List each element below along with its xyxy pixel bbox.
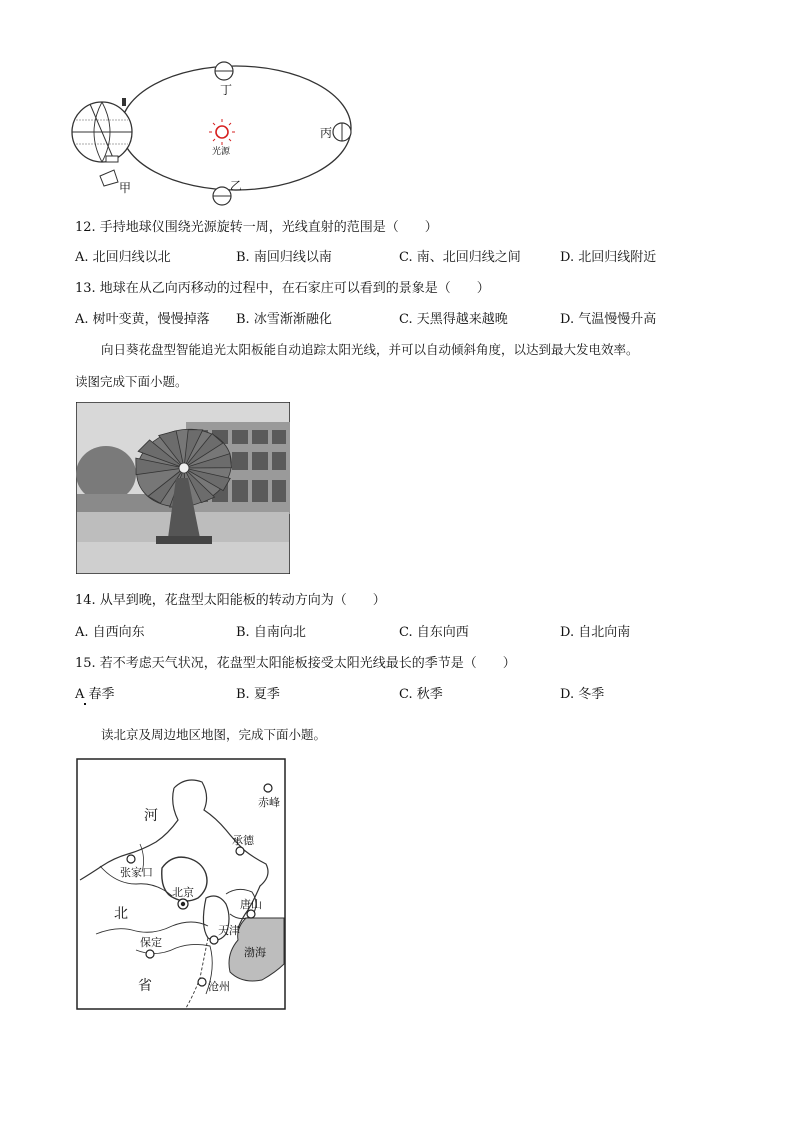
option-text: 冰雪渐渐融化 [253, 312, 332, 327]
option-text: 自西向东 [92, 625, 145, 640]
option-letter: D. [560, 250, 575, 265]
q13-option-a[interactable] [75, 308, 210, 327]
q13-stem: 13. 地球在从乙向丙移动的过程中，在石家庄可以看到的景象是（ ） [75, 281, 490, 296]
label-sheng: 省 [138, 978, 152, 994]
option-text: 自东向西 [416, 625, 469, 640]
city-tianjin [210, 936, 218, 944]
q14-option-c[interactable] [399, 621, 469, 640]
passage-solar-line1: 向日葵花盘型智能追光太阳板能自动追踪太阳光线，并可以自动倾斜角度，以达到最大发电效率。 [101, 342, 639, 357]
option-text: 冬季 [578, 687, 605, 702]
option-letter: C. [399, 625, 413, 640]
solar-flower-photo [76, 402, 290, 574]
option-text: 南回归线以南 [253, 250, 332, 265]
option-letter: C. [399, 687, 413, 702]
orbit-diagram [66, 58, 366, 206]
q13-option-d[interactable] [560, 308, 656, 327]
passage-solar-line2: 读图完成下面小题。 [75, 374, 188, 389]
q13-option-b[interactable] [236, 308, 332, 327]
option-text: 树叶变黄，慢慢掉落 [92, 312, 210, 327]
stray-dot [84, 703, 86, 705]
option-letter: B. [236, 687, 250, 702]
label-ding: 丁 [220, 83, 233, 97]
option-text: 北回归线附近 [578, 250, 657, 265]
q15-option-b[interactable] [236, 683, 280, 702]
option-text: 自南向北 [253, 625, 306, 640]
q14-stem: 14. 从早到晚，花盘型太阳能板的转动方向为（ ） [75, 593, 386, 608]
q15-stem: 15. 若不考虑天气状况，花盘型太阳能板接受太阳光线最长的季节是（ ） [75, 656, 516, 671]
q12-option-d[interactable] [560, 246, 656, 265]
label-yi: 乙 [230, 179, 243, 193]
option-letter: B. [236, 250, 250, 265]
option-letter: D. [560, 312, 575, 327]
q14-option-a[interactable] [75, 621, 145, 640]
label-tangshan: 唐山 [240, 898, 262, 911]
option-letter: D. [560, 687, 575, 702]
globe-jia [72, 98, 132, 186]
label-tianjin: 天津 [218, 924, 240, 937]
label-cangzhou: 沧州 [208, 980, 230, 993]
label-chifeng: 赤峰 [258, 796, 280, 809]
label-zhangjiakou: 张家口 [120, 866, 153, 879]
city-baoding [146, 950, 154, 958]
option-letter: A. [75, 312, 89, 327]
q12-option-b[interactable] [236, 246, 332, 265]
option-letter: A [75, 687, 85, 702]
q12-option-c[interactable] [399, 246, 521, 265]
q15-option-a[interactable] [75, 683, 115, 702]
option-letter: A. [75, 625, 89, 640]
option-letter: B. [236, 625, 250, 640]
q12-option-a[interactable] [75, 246, 171, 265]
q12-stem: 12. 手持地球仪围绕光源旋转一周，光线直射的范围是（ ） [75, 220, 438, 235]
option-text: 自北向南 [578, 625, 631, 640]
q15-option-d[interactable] [560, 683, 604, 702]
label-bohai: 渤海 [244, 946, 266, 959]
option-text: 春季 [88, 687, 115, 702]
q14-option-b[interactable] [236, 621, 306, 640]
label-bing: 丙 [320, 126, 333, 140]
label-beijing: 北京 [172, 886, 194, 899]
label-light: 光源 [212, 147, 231, 157]
label-baoding: 保定 [140, 936, 162, 949]
option-text: 秋季 [416, 687, 443, 702]
option-letter: A. [75, 250, 89, 265]
passage-map-line1: 读北京及周边地区地图，完成下面小题。 [101, 727, 327, 742]
city-zhangjiakou [127, 855, 135, 863]
option-text: 北回归线以北 [92, 250, 171, 265]
sun-icon [209, 119, 235, 145]
option-text: 南、北回归线之间 [416, 250, 521, 265]
label-jia: 甲 [119, 181, 132, 195]
option-letter: B. [236, 312, 250, 327]
orbit-ellipse [121, 66, 351, 190]
label-bei: 北 [114, 906, 128, 922]
beijing-region-map [76, 758, 286, 1010]
option-letter: D. [560, 625, 575, 640]
label-he: 河 [144, 808, 158, 824]
label-chengde: 承德 [232, 834, 254, 847]
option-letter: C. [399, 250, 413, 265]
option-text: 夏季 [253, 687, 280, 702]
city-tangshan [247, 910, 255, 918]
city-chengde [236, 847, 244, 855]
option-text: 气温慢慢升高 [578, 312, 657, 327]
city-cangzhou [198, 978, 206, 986]
q15-option-c[interactable] [399, 683, 443, 702]
q13-option-c[interactable] [399, 308, 508, 327]
q14-option-d[interactable] [560, 621, 630, 640]
option-text: 天黑得越来越晚 [416, 312, 508, 327]
city-chifeng [264, 784, 272, 792]
option-letter: C. [399, 312, 413, 327]
